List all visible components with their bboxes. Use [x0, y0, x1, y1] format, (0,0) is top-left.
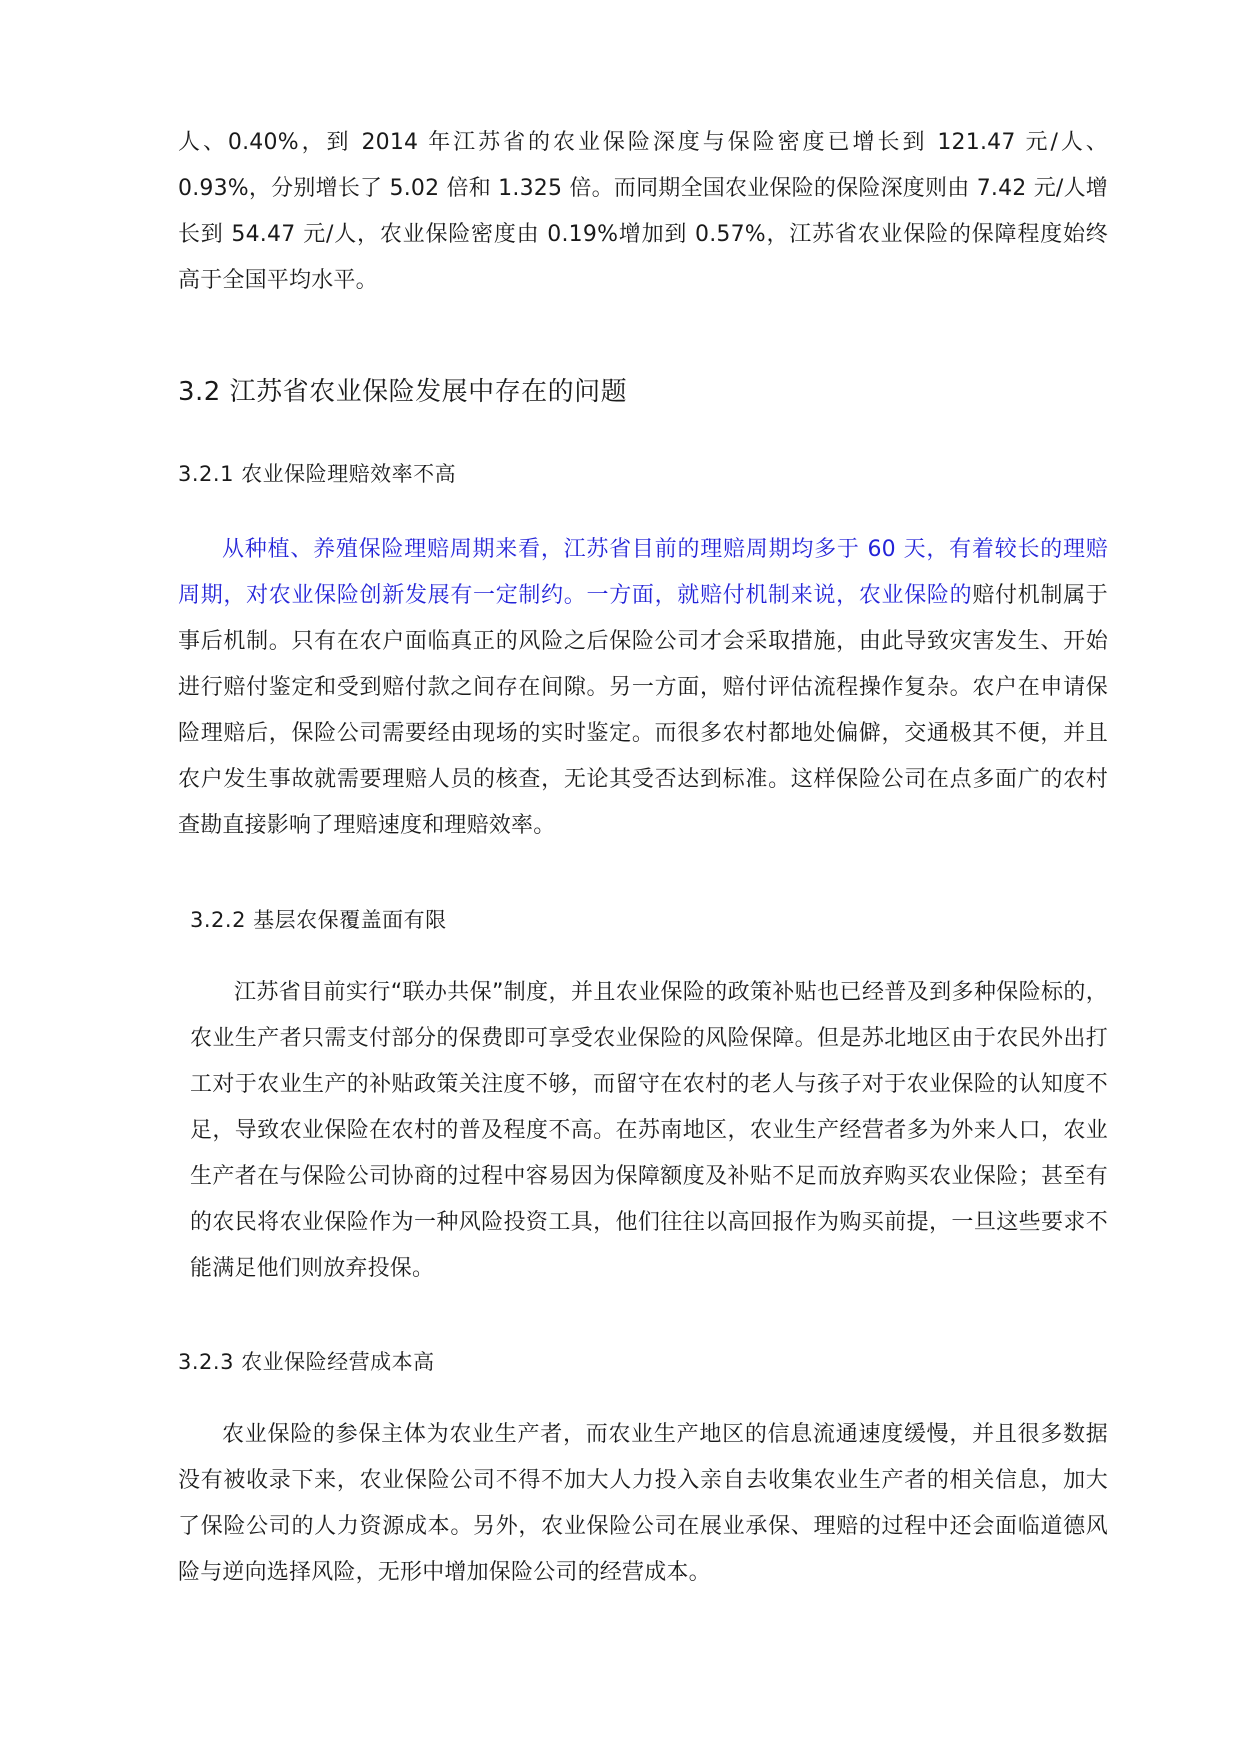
- paragraph-text: 赔付机制属于事后机制。只有在农户面临真正的风险之后保险公司才会采取措施，由此导致灾害发生、开始进行赔付鉴定和受到赔付款之间存在间隙。另一方面，赔付评估流程操作复杂。农户在申请保险理赔后，保险公司需要经由现场的实时鉴定。而很多农村都地处偏僻，交通极其不便，并且农户发生事故就需要理赔人员的核查，无论其受否达到标准。这样保险公司在点多面广的农村查勘直接影响了理赔速度和理赔效率。: [178, 583, 1108, 838]
- subsection-heading-2: 3.2.2 基层农保覆盖面有限: [190, 908, 447, 932]
- subsection-heading-3: 3.2.3 农业保险经营成本高: [178, 1350, 435, 1374]
- subsection-paragraph-3: 农业保险的参保主体为农业生产者，而农业生产地区的信息流通速度缓慢，并且很多数据没有被收录下来，农业保险公司不得不加大人力投入亲自去收集农业生产者的相关信息，加大了保险公司的人力资源成本。另外，农业保险公司在展业承保、理赔的过程中还会面临道德风险与逆向选择风险，无形中增加保险公司的经营成本。: [178, 1422, 1108, 1585]
- section-heading: 3.2 江苏省农业保险发展中存在的问题: [178, 377, 628, 407]
- subsection-paragraph-1: [178, 527, 1108, 849]
- subsection-heading-1: 3.2.1 农业保险理赔效率不高: [178, 462, 457, 486]
- intro-paragraph: 人、0.40%，到 2014 年江苏省的农业保险深度与保险密度已增长到 121.47 元/人、0.93%，分别增长了 5.02 倍和 1.325 倍。而同期全国农业保险的保险深度则由 7.42 元/人增长到 54.47 元/人，农业保险密度由 0.19%增加到 0.57%，江苏省农业保险的保障程度始终高于全国平均水平。: [178, 130, 1108, 293]
- subsection-paragraph-2: 江苏省目前实行“联办共保”制度，并且农业保险的政策补贴也已经普及到多种保险标的，农业生产者只需支付部分的保费即可享受农业保险的风险保障。但是苏北地区由于农民外出打工对于农业生产的补贴政策关注度不够，而留守在农村的老人与孩子对于农业保险的认知度不足，导致农业保险在农村的普及程度不高。在苏南地区，农业生产经营者多为外来人口，农业生产者在与保险公司协商的过程中容易因为保障额度及补贴不足而放弃购买农业保险；甚至有的农民将农业保险作为一种风险投资工具，他们往往以高回报作为购买前提，一旦这些要求不能满足他们则放弃投保。: [190, 980, 1108, 1281]
- highlighted-text: 从种植、养殖保险理赔周期来看，江苏省目前的理赔周期均多于 60 天，有着较长的理赔周期，对农业保险创新发展有一定制约。一方面，就赔付机制来说，农业保险的: [178, 537, 1108, 608]
